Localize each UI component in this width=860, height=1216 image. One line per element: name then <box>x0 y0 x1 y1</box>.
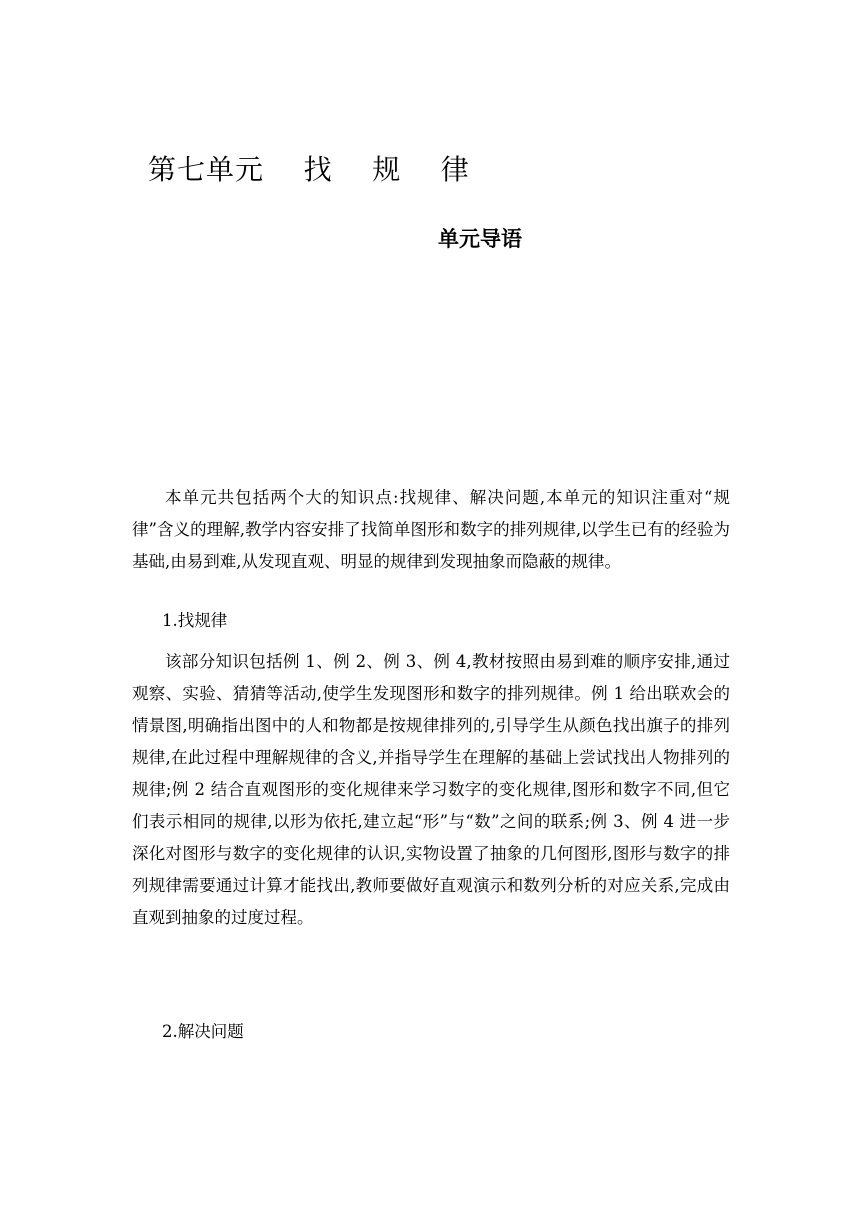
section1-heading-block <box>132 605 730 637</box>
section1-heading: 1.找规律 <box>162 611 228 630</box>
intro-paragraph-block <box>132 482 730 578</box>
section1-body-block <box>132 646 730 934</box>
section1-paragraph: 该部分知识包括例 1、例 2、例 3、例 4,教材按照由易到难的顺序安排,通过观察、实验、猜猜等活动,使学生发现图形和数字的排列规律。例 1 给出联欢会的情景图,明确指出图中的人和物都是按规律排列的,引导学生从颜色找出旗子的排列规律,在此过程中理解规律的含义,并指导学生在理解的基础上尝试找出人物排列的规律;例 2 结合直观图形的变化规律来学习数字的变化规律,图形和数字不同,但它们表示相同的规律,以形为依托,建立起“形”与“数”之间的联系;例 3、例 4 进一步深化对图形与数字的变化规律的认识,实物设置了抽象的几何图形,图形与数字的排列规律需要通过计算才能找出,教师要做好直观演示和数列分析的对应关系,完成由直观到抽象的过度过程。 <box>132 652 730 927</box>
unit-title: 第七单元 找 规 律 <box>148 153 470 186</box>
intro-paragraph: 本单元共包括两个大的知识点:找规律、解决问题,本单元的知识注重对“规律”含义的理解,教学内容安排了找简单图形和数字的排列规律,以学生已有的经验为基础,由易到难,从发现直观、明显的规律到发现抽象而隐蔽的规律。 <box>132 488 730 571</box>
section2-heading-block <box>132 1016 730 1048</box>
section2-heading: 2.解决问题 <box>162 1022 244 1041</box>
intro-heading: 单元导语 <box>438 227 522 251</box>
